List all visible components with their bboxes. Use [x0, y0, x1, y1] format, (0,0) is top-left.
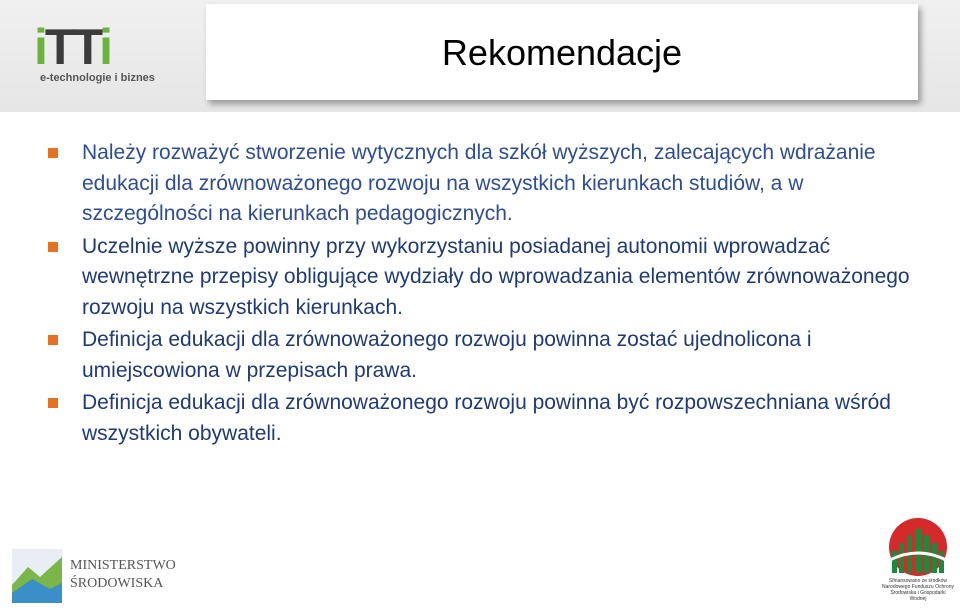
fund-emblem-icon [882, 515, 954, 577]
logo-tt: TT [44, 19, 100, 75]
bullet-item [44, 388, 924, 449]
bullet-item [44, 232, 924, 324]
bullet-list [44, 138, 924, 451]
title-box [206, 4, 918, 100]
bullet-text: Definicja edukacji dla zrównoważonego rozwoju powinna zostać ujednolicona i umiejscowiona w przepisach prawa. [82, 328, 812, 382]
ministry-mountain-icon [10, 545, 180, 605]
logo-i: i [34, 19, 45, 75]
bullet-square-icon [48, 398, 58, 408]
ministry-logo [10, 545, 180, 605]
logo-wordmark [34, 19, 174, 75]
bullet-square-icon [48, 242, 58, 252]
itti-logo [34, 19, 174, 92]
ministry-line2: ŚRODOWISKA [70, 576, 164, 591]
slide-title: Rekomendacje [441, 32, 683, 73]
bullet-square-icon [48, 148, 58, 158]
bullet-text: Uczelnie wyższe powinny przy wykorzystaniu posiadanej autonomii wprowadzać wewnętrzne przepisy obligujące wydziały do wprowadzania elementów zrównoważonego rozwoju na wszystkich kierunkach. [82, 234, 910, 319]
ministry-line1: MINISTERSTWO [70, 558, 176, 573]
logo-i2: i [99, 19, 110, 75]
bullet-item [44, 138, 924, 230]
bullet-text: Należy rozważyć stworzenie wytycznych dla szkół wyższych, zalecających wdrażanie edukacji dla zrównoważonego rozwoju na wszystkich kierunkach studiów, a w szczególności na kierunkach pedagogicznych. [82, 141, 876, 225]
logo-subtitle: e-technologie i biznes [40, 72, 155, 84]
bullet-text: Definicja edukacji dla zrównoważonego rozwoju powinna być rozpowszechniana wśród wszystkich obywateli. [82, 391, 891, 445]
bullet-square-icon [48, 335, 58, 345]
nfosigw-logo [882, 515, 954, 607]
bullet-item [44, 325, 924, 386]
fund-caption: Sfinansowano ze środków Narodowego Funduszu Ochrony Środowiska i Gospodarki Wodnej [882, 578, 954, 602]
